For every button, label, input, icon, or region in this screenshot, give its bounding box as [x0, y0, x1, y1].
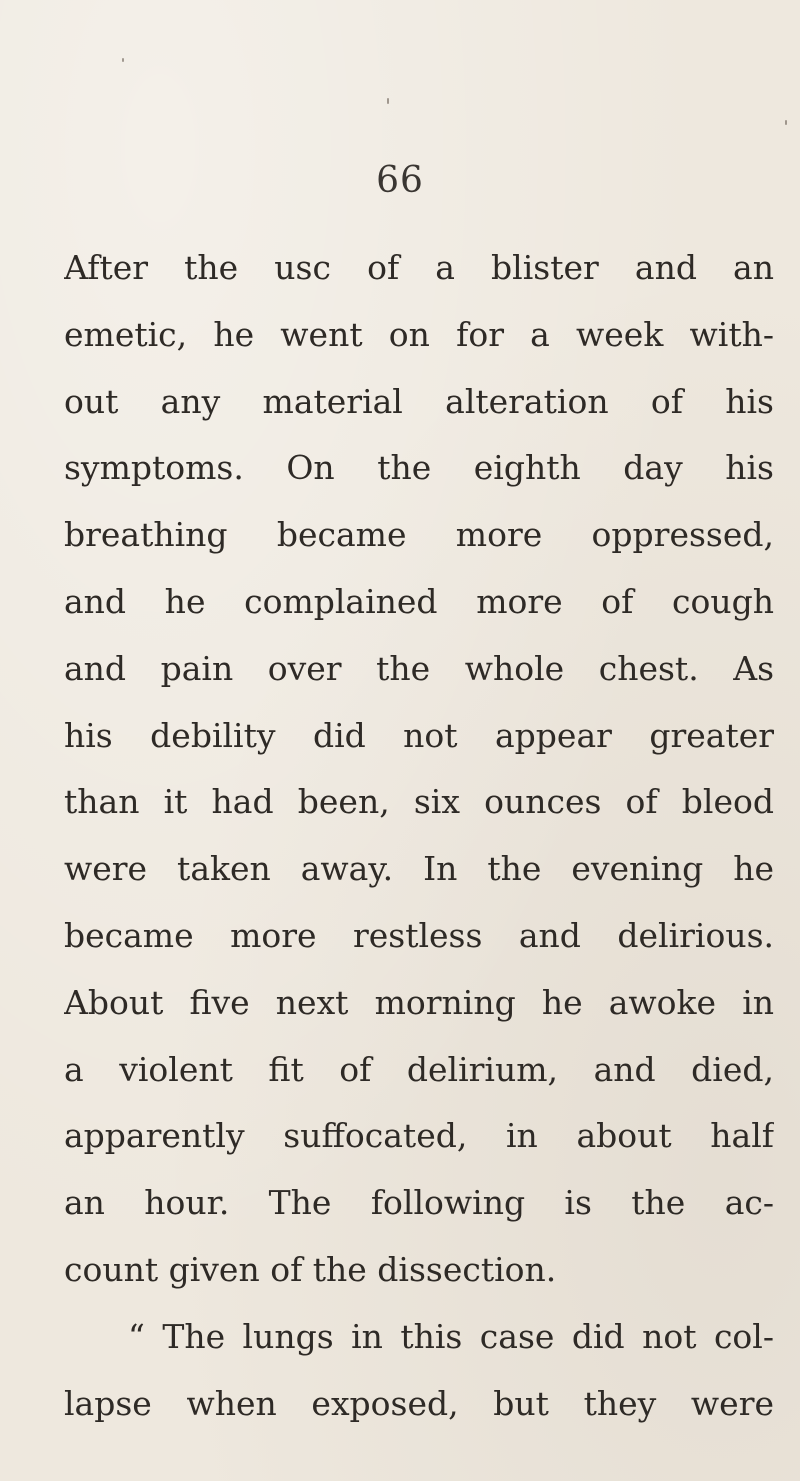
text-line: About five next morning he awoke in	[64, 982, 774, 1022]
text-line: an hour. The following is the ac-	[64, 1183, 774, 1223]
text-line: became more restless and delirious.	[64, 915, 774, 955]
text-line: breathing became more oppressed,	[64, 515, 774, 555]
text-line: After the usc of a blister and an	[64, 248, 774, 287]
text-line: out any material alteration of his	[64, 381, 774, 421]
paper-speck	[387, 98, 389, 104]
paper-speck	[785, 120, 787, 125]
text-line: apparently suffocated, in about half	[64, 1116, 774, 1156]
text-line: “ The lungs in this case did not col-	[128, 1316, 774, 1356]
text-line: his debility did not appear greater	[64, 715, 774, 755]
text-line: and he complained more of cough	[64, 581, 774, 621]
text-line: a violent fit of delirium, and died,	[64, 1049, 774, 1089]
text-line: emetic, he went on for a week with-	[64, 314, 774, 354]
text-line: count given of the dissection.	[64, 1249, 557, 1289]
page-number: 66	[376, 160, 424, 201]
body-text	[64, 235, 774, 1437]
paper-speck	[122, 58, 124, 62]
text-line: symptoms. On the eighth day his	[64, 448, 774, 488]
text-line: than it had been, six ounces of bleod	[64, 782, 774, 822]
text-line: lapse when exposed, but they were	[64, 1383, 774, 1423]
text-line: were taken away. In the evening he	[64, 849, 774, 889]
text-line: and pain over the whole chest. As	[64, 648, 774, 688]
